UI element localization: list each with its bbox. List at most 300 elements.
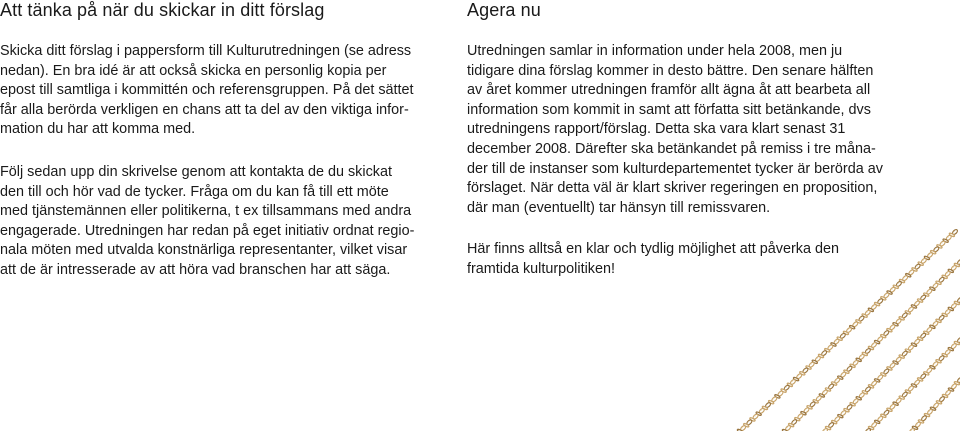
chain-highlight	[860, 317, 861, 318]
chain-link	[901, 312, 908, 318]
chain-highlight	[923, 417, 924, 418]
chain-link	[929, 286, 935, 291]
chain-link	[740, 425, 747, 431]
chain-link	[908, 269, 915, 275]
chain-highlight	[879, 338, 880, 339]
chain-link	[871, 422, 878, 428]
chain-link	[803, 407, 810, 413]
chain-link	[938, 315, 945, 321]
chain-link	[948, 269, 954, 274]
chain-highlight	[934, 285, 935, 286]
chain-highlight	[910, 271, 911, 272]
chain-highlight	[897, 358, 898, 359]
chain-link	[920, 373, 927, 379]
chain-highlight	[748, 421, 749, 422]
chain-link	[809, 401, 816, 407]
chain-link	[921, 415, 927, 422]
chain-link	[794, 417, 800, 422]
chain-link	[923, 292, 929, 297]
chain-link	[752, 413, 759, 419]
chain-highlight	[928, 291, 929, 292]
chain-highlight	[922, 335, 923, 336]
chain-link	[951, 343, 958, 349]
chain-link	[743, 423, 749, 428]
chain-link	[908, 385, 915, 391]
chain-link	[880, 296, 886, 301]
text-line: får alla berörda verkligen en chans att ta del av den viktiga infor-	[0, 101, 409, 118]
chain-link	[862, 313, 868, 318]
chain-link	[781, 388, 787, 393]
chain-link	[883, 368, 890, 374]
chain-highlight	[898, 283, 899, 284]
chain-link	[924, 256, 930, 261]
chain-highlight	[873, 306, 874, 307]
chain-link	[944, 309, 951, 315]
text-line: information som kommit in samt att författa sitt betänkande, dvs	[467, 101, 871, 118]
chain-highlight	[848, 329, 849, 330]
chain-link	[911, 383, 917, 387]
chain-highlight	[948, 237, 949, 238]
chain-highlight	[953, 305, 954, 306]
chain-highlight	[799, 415, 800, 416]
chain-link	[945, 389, 951, 396]
chain-link	[948, 307, 954, 312]
chain-highlight	[867, 388, 868, 389]
chain-highlight	[830, 424, 831, 425]
chain-link	[825, 426, 831, 431]
chain-highlight	[923, 260, 924, 261]
chain-link	[796, 373, 803, 379]
chain-link	[746, 419, 753, 425]
chain-highlight	[947, 273, 948, 274]
chain-link	[935, 319, 941, 324]
chain-link	[944, 349, 951, 355]
chain-highlight	[824, 391, 825, 392]
text-line: att de är intresserade av att höra vad branschen har att säga.	[0, 261, 391, 278]
chain-highlight	[787, 427, 788, 428]
chain-link	[954, 341, 960, 345]
chain-link	[926, 367, 933, 373]
chain-highlight	[947, 351, 948, 352]
chain-link	[908, 306, 915, 312]
chain-link	[921, 258, 928, 264]
chain-link	[821, 350, 828, 356]
chain-link	[791, 419, 798, 425]
chain-link	[889, 403, 896, 409]
chain-link	[917, 298, 923, 303]
chain-highlight	[848, 368, 849, 369]
chain-link	[918, 261, 924, 266]
chain-highlight	[830, 385, 831, 386]
text-line: Här finns alltså en klar och tydlig möjlighet att påverka den	[467, 241, 839, 257]
chain-highlight	[891, 364, 892, 365]
chain-link	[868, 346, 874, 351]
chain-link	[880, 414, 886, 418]
chain-highlight	[928, 369, 929, 370]
chain-link	[787, 383, 793, 388]
chain-link	[927, 252, 934, 258]
chain-link	[932, 361, 939, 367]
text-line: med tjänstemännen eller politikerna, t ex tillsammans med andra	[0, 203, 412, 220]
chain-link	[914, 263, 921, 269]
chain-highlight	[922, 375, 923, 376]
chain-link	[933, 246, 940, 252]
chain-link	[868, 384, 874, 389]
chain-link	[846, 404, 853, 410]
text-line: tidigare dina förslag kommer in desto bättre. Den senare hälften	[467, 62, 874, 79]
chain-link	[899, 279, 905, 284]
chain-link	[954, 263, 960, 268]
chain-highlight	[798, 375, 799, 376]
chain-link	[943, 238, 949, 243]
chain-highlight	[836, 418, 837, 419]
chain-highlight	[767, 404, 768, 405]
chain-link	[905, 310, 911, 315]
chain-highlight	[934, 323, 935, 324]
chain-link	[892, 322, 898, 327]
chain-link	[858, 315, 865, 321]
chain-link	[813, 399, 819, 404]
left-paragraph-2	[0, 163, 430, 281]
chain-link	[932, 321, 939, 327]
chain-highlight	[805, 409, 806, 410]
chain-highlight	[940, 357, 941, 358]
chain-link	[914, 300, 921, 306]
text-line: Skicka ditt förslag i pappersform till Kulturutredningen (se adress	[0, 43, 412, 59]
chain-link	[850, 402, 856, 407]
chain-link	[849, 364, 855, 369]
chain-link	[768, 400, 774, 405]
chain-link	[788, 423, 794, 428]
chain-link	[855, 319, 861, 324]
chain-link	[912, 426, 918, 430]
chain-link	[859, 392, 866, 398]
chain-link	[846, 366, 853, 372]
chain-link	[948, 347, 954, 351]
chain-highlight	[842, 374, 843, 375]
chain-highlight	[742, 427, 743, 428]
chain-link	[889, 286, 896, 292]
chain-highlight	[836, 380, 837, 381]
chain-highlight	[879, 376, 880, 377]
chain-link	[815, 356, 822, 362]
chain-link	[954, 301, 960, 306]
chain-highlight	[885, 332, 886, 333]
chain-highlight	[940, 279, 941, 280]
chain-highlight	[916, 381, 917, 382]
chain-link	[883, 330, 890, 336]
chain-link	[911, 342, 917, 347]
chain-link	[938, 355, 945, 361]
chain-link	[793, 377, 799, 382]
chain-link	[915, 421, 921, 428]
chain-highlight	[916, 302, 917, 303]
chain-link	[923, 330, 929, 335]
chain-link	[949, 233, 955, 238]
chain-link	[837, 414, 843, 419]
chain-link	[899, 316, 905, 321]
chain-link	[856, 396, 862, 401]
chain-highlight	[792, 381, 793, 382]
text-line: epost till samtliga i kommittén och referensgruppen. På det sättet	[0, 82, 414, 99]
chain-highlight	[817, 358, 818, 359]
chain-link	[895, 397, 902, 403]
chain-link	[822, 389, 829, 395]
chain-highlight	[954, 231, 955, 232]
chain-highlight	[879, 300, 880, 301]
chain-link	[905, 389, 911, 393]
chain-link	[812, 359, 818, 364]
chain-link	[911, 304, 917, 309]
chain-link	[852, 321, 859, 327]
chain-highlight	[891, 406, 892, 407]
chain-highlight	[904, 394, 905, 395]
chain-link	[858, 354, 865, 360]
text-line: december 2008. Därefter ska betänkandet på remiss i tre måna-	[467, 140, 876, 157]
chain-link	[889, 362, 896, 368]
chain-link	[790, 379, 797, 385]
chain-link	[942, 275, 948, 280]
right-paragraph-2	[467, 240, 907, 279]
chain-link	[877, 374, 884, 380]
chain-highlight	[929, 254, 930, 255]
left-heading: Att tänka på när du skickar in ditt förslag	[0, 0, 325, 20]
chain-highlight	[953, 345, 954, 346]
chain-link	[905, 348, 911, 353]
chain-link	[917, 377, 923, 381]
chain-link	[883, 410, 890, 416]
chain-link	[942, 313, 948, 318]
chain-link	[834, 416, 841, 422]
chain-link	[837, 336, 843, 341]
right-column	[467, 0, 927, 277]
chain-link	[874, 340, 880, 345]
chain-link	[819, 393, 825, 398]
chain-link	[932, 282, 939, 288]
chain-highlight	[842, 335, 843, 336]
chain-highlight	[818, 397, 819, 398]
chain-link	[799, 371, 805, 376]
chain-link	[923, 371, 929, 375]
chain-highlight	[916, 341, 917, 342]
chain-highlight	[940, 317, 941, 318]
chain-link	[868, 426, 874, 430]
text-line: Följ sedan upp din skrivelse genom att kontakta de du skickat	[0, 164, 392, 180]
chain-link	[777, 390, 784, 396]
chain-highlight	[910, 387, 911, 388]
chain-highlight	[897, 320, 898, 321]
chain-link	[899, 395, 905, 399]
chain-link	[749, 417, 755, 422]
chain-highlight	[935, 248, 936, 249]
text-line: den till och hör vad de tycker. Fråga om du kan få till ett möte	[0, 183, 389, 200]
chain-highlight	[917, 424, 918, 425]
chain-highlight	[761, 410, 762, 411]
chain-link	[886, 290, 892, 295]
chain-link	[849, 325, 855, 330]
chain-highlight	[904, 352, 905, 353]
chain-link	[840, 371, 847, 377]
chain-link	[831, 420, 837, 425]
chain-link	[874, 420, 880, 424]
chain-link	[762, 406, 768, 411]
chain-link	[886, 366, 892, 371]
chain-highlight	[885, 370, 886, 371]
chain-link	[759, 408, 766, 414]
text-line: nala möten med utvalda konstnärliga representanter, vilket visar	[0, 242, 408, 259]
chain-highlight	[904, 314, 905, 315]
text-line: framtida kulturpolitiken!	[467, 260, 615, 277]
chain-link	[936, 244, 942, 249]
chain-link	[880, 334, 886, 339]
chain-link	[914, 379, 921, 385]
chain-link	[771, 396, 778, 402]
chain-link	[893, 284, 899, 289]
chain-link	[933, 402, 939, 409]
chain-link	[833, 338, 840, 344]
chain-link	[877, 336, 884, 342]
chain-highlight	[829, 346, 830, 347]
chain-link	[802, 367, 809, 373]
chain-link	[938, 277, 945, 283]
chain-link	[840, 333, 847, 339]
chain-link	[824, 348, 830, 353]
text-line: av året kommer utredningen framför allt ägna åt att bearbeta all	[467, 82, 871, 99]
chain-link	[837, 375, 843, 380]
chain-highlight	[823, 352, 824, 353]
chain-highlight	[854, 362, 855, 363]
chain-link	[918, 419, 924, 423]
chain-link	[883, 292, 890, 298]
chain-link	[902, 391, 909, 397]
chain-link	[783, 385, 790, 391]
chain-highlight	[867, 312, 868, 313]
chain-link	[945, 235, 952, 241]
chain-link	[868, 308, 874, 313]
text-line: utredningens rapport/förslag. Detta ska vara klart senast 31	[467, 121, 846, 138]
chain-link	[852, 398, 859, 404]
chain-link	[935, 280, 941, 285]
chain-link	[828, 422, 835, 428]
chain-highlight	[941, 398, 942, 399]
chain-link	[765, 402, 772, 408]
chain-highlight	[910, 308, 911, 309]
text-line: Utredningen samlar in information under hela 2008, men ju	[467, 43, 843, 59]
chain-link	[831, 381, 837, 386]
chain-highlight	[879, 418, 880, 419]
chain-highlight	[811, 403, 812, 404]
text-line: mation du har att komma med.	[0, 121, 196, 138]
chain-link	[846, 327, 853, 333]
right-paragraph-1	[467, 42, 907, 218]
chain-link	[800, 411, 806, 416]
chain-link	[895, 356, 902, 362]
chain-link	[936, 400, 942, 404]
chain-link	[908, 344, 915, 350]
chain-link	[902, 350, 909, 356]
chain-highlight	[873, 424, 874, 425]
chain-highlight	[928, 329, 929, 330]
text-line: förslaget. När detta väl är klart skriver regeringen en proposition,	[467, 180, 878, 197]
chain-link	[805, 365, 811, 370]
chain-link	[889, 324, 896, 330]
chain-highlight	[804, 369, 805, 370]
chain-link	[930, 407, 936, 411]
chain-highlight	[867, 350, 868, 351]
chain-link	[914, 338, 921, 344]
chain-highlight	[810, 364, 811, 365]
chain-link	[871, 304, 878, 310]
chain-highlight	[935, 404, 936, 405]
chain-link	[871, 380, 878, 386]
chain-link	[828, 383, 835, 389]
chain-link	[843, 408, 849, 413]
chain-link	[865, 348, 872, 354]
chain-link	[880, 372, 886, 377]
chain-link	[797, 413, 804, 419]
chain-link	[929, 325, 935, 330]
chain-link	[926, 288, 933, 294]
chain-link	[808, 361, 815, 367]
chain-link	[774, 394, 780, 399]
chain-link	[926, 327, 933, 333]
chain-link	[954, 381, 960, 385]
chain-highlight	[922, 296, 923, 297]
chain-link	[930, 250, 936, 255]
chain-link	[944, 271, 951, 277]
chain-link	[874, 302, 880, 307]
text-line: der till de instanser som kulturdepartementet tycker är berörda av	[467, 160, 883, 177]
left-paragraph-1	[0, 42, 422, 140]
chain-link	[840, 410, 847, 416]
chain-link	[834, 377, 841, 383]
chain-link	[952, 229, 959, 235]
chain-highlight	[947, 311, 948, 312]
chain-highlight	[891, 326, 892, 327]
chain-link	[896, 281, 903, 287]
chain-highlight	[854, 400, 855, 401]
chain-highlight	[873, 344, 874, 345]
chain-highlight	[779, 392, 780, 393]
chain-link	[756, 411, 762, 416]
chain-link	[877, 298, 884, 304]
chain-link	[843, 369, 849, 374]
chain-highlight	[941, 242, 942, 243]
chain-link	[818, 354, 824, 359]
chain-highlight	[934, 363, 935, 364]
chain-link	[886, 408, 892, 412]
chain-link	[893, 401, 899, 405]
chain-highlight	[885, 412, 886, 413]
chain-highlight	[854, 323, 855, 324]
chain-highlight	[793, 421, 794, 422]
chain-link	[825, 387, 831, 392]
chain-link	[942, 353, 948, 357]
chain-link	[929, 365, 935, 369]
right-heading: Agera nu	[467, 0, 541, 20]
chain-link	[806, 405, 812, 410]
chain-link	[871, 342, 878, 348]
chain-link	[951, 303, 958, 309]
chain-highlight	[929, 411, 930, 412]
chain-link	[816, 395, 823, 401]
chain-link	[920, 332, 927, 338]
chain-link	[785, 425, 792, 431]
chain-link	[852, 360, 859, 366]
chain-link	[951, 265, 958, 271]
chain-link	[862, 352, 868, 357]
chain-link	[892, 360, 898, 365]
